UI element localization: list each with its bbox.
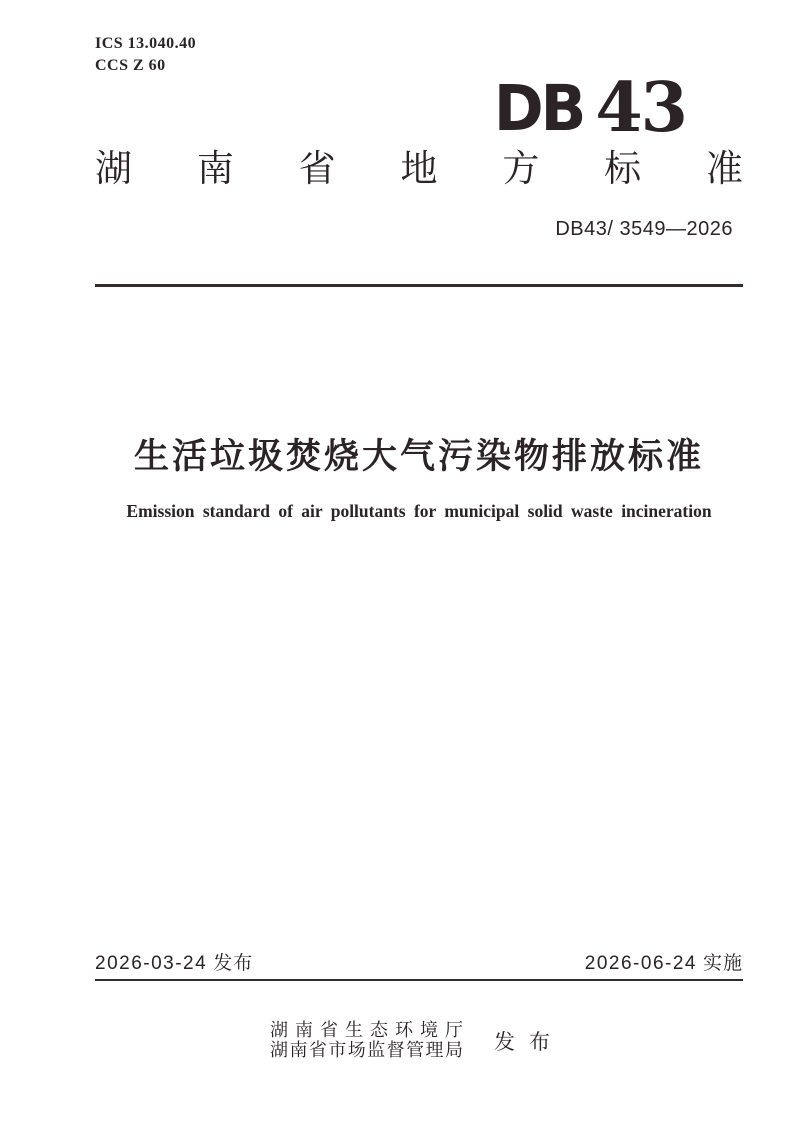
publisher-line-1: 湖南省生态环境厅 — [270, 1020, 463, 1040]
date-row — [95, 952, 743, 976]
standard-type-char: 地 — [400, 148, 438, 189]
issue-date-item — [95, 952, 253, 976]
db43-logo — [494, 68, 686, 148]
ccs-code: CCS Z 60 — [95, 57, 166, 74]
db43-logo-db: DB — [493, 72, 584, 146]
issue-date: 2026-03-24 — [95, 953, 208, 974]
classification-codes — [95, 33, 196, 77]
header-divider-line — [95, 284, 743, 287]
implement-label: 实施 — [702, 953, 743, 974]
standard-type-char: 准 — [705, 148, 743, 189]
implement-date-item — [585, 952, 743, 976]
standard-type-char: 方 — [502, 148, 540, 189]
standard-type-char: 省 — [298, 148, 336, 189]
standard-type-char: 湖 — [95, 148, 132, 189]
standard-type-char: 南 — [196, 148, 234, 189]
standard-code: DB43/ 3549—2026 — [555, 218, 733, 240]
standard-title-zh: 生活垃圾焚烧大气污染物排放标准 — [133, 437, 704, 476]
db43-logo-number: 43 — [595, 68, 686, 148]
publish-label-char: 布 — [529, 1031, 550, 1054]
footer-divider-line — [95, 979, 743, 981]
ics-code: ICS 13.040.40 — [95, 35, 197, 52]
implement-date: 2026-06-24 — [584, 953, 697, 974]
publishers-block — [270, 1021, 463, 1060]
publish-label — [494, 1031, 550, 1055]
standard-title-en: Emission standard of air pollutants for municipal solid waste incineration — [126, 501, 712, 521]
standard-type-char: 标 — [604, 148, 642, 189]
publish-label-char: 发 — [494, 1031, 515, 1054]
standard-type-heading — [95, 146, 743, 192]
issue-label: 发布 — [213, 953, 254, 974]
publisher-line-2: 湖南省市场监督管理局 — [270, 1039, 463, 1060]
